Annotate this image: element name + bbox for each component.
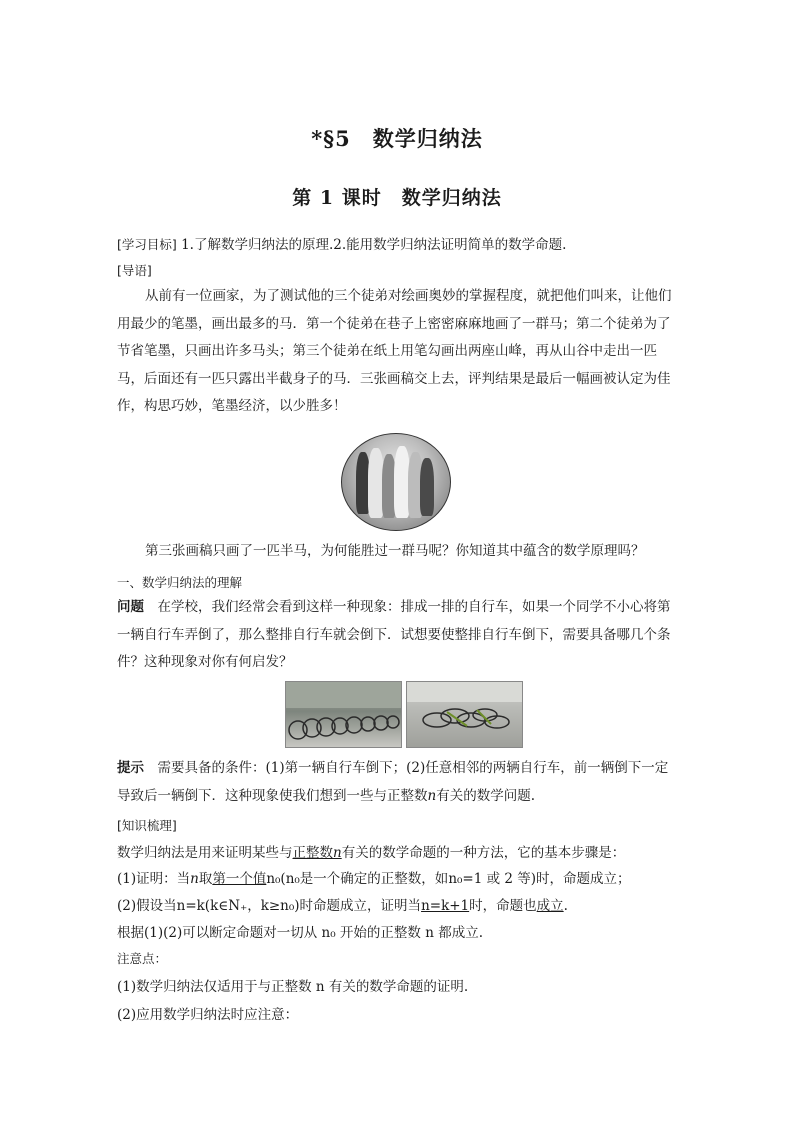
step1-part-a: (1)证明：当 <box>117 871 191 887</box>
intro-question: 第三张画稿只画了一匹半马，为何能胜过一群马呢？你知道其中蕴含的数学原理吗？ <box>145 543 645 559</box>
definition-underline <box>293 845 342 861</box>
objectives-text: 1.了解数学归纳法的原理.2.能用数学归纳法证明简单的数学命题. <box>181 237 567 253</box>
definition-suffix: 有关的数学命题的一种方法，它的基本步骤是： <box>341 845 626 861</box>
section-number: *§5 <box>311 126 351 151</box>
step1-part-d: n₀=1 或 2 等)时，命题成立； <box>448 871 631 887</box>
knowledge-label: [知识梳理] <box>117 818 177 833</box>
section-title <box>0 123 794 153</box>
intro-label: [导语] <box>117 263 152 278</box>
note-item-1: (1)数学归纳法仅适用于与正整数 n 有关的数学命题的证明. <box>117 979 469 995</box>
fallen-bikes-photo <box>406 681 523 748</box>
definition-term: 正整数 <box>292 845 333 861</box>
step1-variable: n <box>190 871 199 887</box>
step-2 <box>117 894 682 914</box>
note-item-2: (2)应用数学归纳法时应注意： <box>117 1007 299 1023</box>
learning-objectives <box>117 233 682 253</box>
step-1 <box>117 867 682 887</box>
definition-variable: n <box>333 845 342 861</box>
bikes-row-photo <box>285 681 402 748</box>
problem-label: 问题 <box>117 599 144 615</box>
hint-label: 提示 <box>117 760 144 776</box>
section-heading: 一、数学归纳法的理解 <box>117 575 243 590</box>
hint-paragraph <box>117 755 680 810</box>
step2-underline: n=k+1 <box>421 898 470 914</box>
step2-part-a: (2)假设当 <box>117 898 177 914</box>
step1-underline: 第一个值 <box>212 871 267 887</box>
notes-label: 注意点： <box>117 951 168 966</box>
definition-prefix: 数学归纳法是用来证明某些与 <box>117 845 293 861</box>
problem-paragraph <box>117 594 680 677</box>
step2-underline-2: 成立 <box>536 898 564 914</box>
horses-photo <box>341 433 451 531</box>
hint-tail: 有关的数学问题. <box>436 787 535 804</box>
step2-part-c: 时，命题也 <box>469 898 537 914</box>
step1-part-b: 取 <box>198 871 213 887</box>
step2-end: . <box>563 898 568 914</box>
objectives-label: [学习目标] <box>117 237 177 252</box>
lesson-title: 第 1 课时 数学归纳法 <box>292 187 502 209</box>
definition-line <box>117 841 682 861</box>
step1-part-c: n₀(n₀是一个确定的正整数，如 <box>266 871 449 887</box>
hint-text: 需要具备的条件：(1)第一辆自行车倒下；(2)任意相邻的两辆自行车，前一辆倒下一定导致后一辆倒下．这种现象使我们想到一些与正整数 <box>117 760 669 804</box>
problem-text: 在学校，我们经常会看到这样一种现象：排成一排的自行车，如果一个同学不小心将第一辆自行车弄倒了，那么整排自行车就会倒下．试想要使整排自行车倒下，需要具备哪几个条件？这种现象对你有何启发？ <box>117 599 671 670</box>
section-title-text: 数学归纳法 <box>372 126 483 151</box>
intro-paragraph: 从前有一位画家，为了测试他的三个徒弟对绘画奥妙的掌握程度，就把他们叫来，让他们用最少的笔墨，画出最多的马．第一个徒弟在巷子上密密麻麻地画了一群马；第二个徒弟为了节省笔墨，只画出许多马头；第三个徒弟在纸上用笔勾画出两座山峰，再从山谷中走出一匹马，后面还有一匹只露出半截身子的马．三张画稿交上去，评判结果是最后一幅画被认定为佳作，构思巧妙，笔墨经济，以少胜多！ <box>117 288 672 414</box>
conclusion: 根据(1)(2)可以断定命题对一切从 n₀ 开始的正整数 n 都成立. <box>117 925 484 941</box>
step2-part-b: n=k(k∈N₊，k≥n₀)时命题成立，证明当 <box>176 898 422 914</box>
hint-variable: n <box>427 787 437 804</box>
